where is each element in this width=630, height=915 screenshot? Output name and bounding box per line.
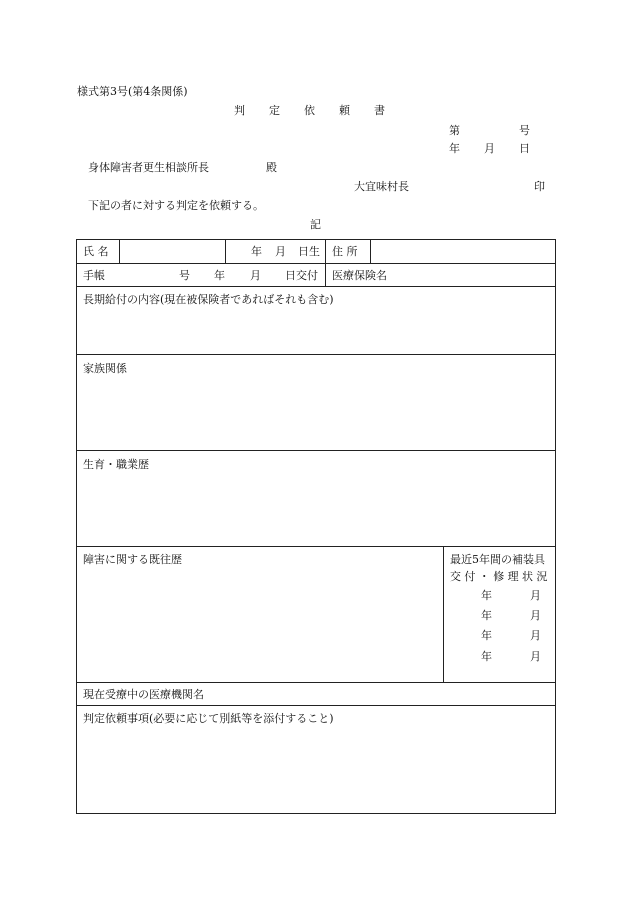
title-char: 書 bbox=[374, 104, 385, 117]
insurance-label: 医療保険名 bbox=[332, 269, 387, 282]
address-field[interactable] bbox=[370, 240, 555, 263]
long-term-benefit-label: 長期給付の内容(現在被保険者であればそれも含む) bbox=[83, 293, 334, 306]
row-techo bbox=[77, 264, 555, 287]
family-field[interactable] bbox=[77, 355, 555, 451]
device-header-line2: 交付・修理状況 bbox=[450, 570, 551, 583]
birth-day-label: 日生 bbox=[298, 245, 320, 258]
techo-year-label: 年 bbox=[214, 269, 225, 282]
device-year-4: 年 bbox=[481, 650, 492, 663]
disability-history-label: 障害に関する既往歴 bbox=[83, 553, 182, 566]
request-items-field[interactable] bbox=[77, 706, 555, 813]
name-field[interactable] bbox=[119, 240, 225, 263]
document-title bbox=[234, 105, 409, 116]
ki-heading: 記 bbox=[310, 218, 321, 231]
request-items-label: 判定依頼事項(必要に応じて別紙等を添付すること) bbox=[83, 712, 334, 725]
medical-institution-label: 現在受療中の医療機関名 bbox=[83, 688, 204, 701]
device-month-3: 月 bbox=[530, 629, 541, 642]
birth-month-label: 月 bbox=[275, 245, 286, 258]
number-go: 号 bbox=[519, 124, 530, 137]
date-day: 日 bbox=[519, 142, 530, 155]
device-status-field[interactable] bbox=[443, 547, 555, 682]
date-year: 年 bbox=[449, 142, 460, 155]
disability-history-field[interactable] bbox=[77, 547, 443, 682]
device-year-2: 年 bbox=[481, 609, 492, 622]
device-header-line1: 最近5年間の補装具 bbox=[450, 553, 545, 566]
upbringing-field[interactable] bbox=[77, 451, 555, 547]
long-term-benefit-field[interactable] bbox=[77, 287, 555, 355]
title-char: 頼 bbox=[339, 104, 350, 117]
date-month: 月 bbox=[484, 142, 495, 155]
address-label: 住 所 bbox=[332, 245, 358, 258]
techo-issued-label: 日交付 bbox=[285, 269, 318, 282]
intro-text: 下記の者に対する判定を依頼する。 bbox=[88, 199, 264, 212]
techo-month-label: 月 bbox=[250, 269, 261, 282]
address-label-cell bbox=[325, 240, 370, 263]
title-char: 依 bbox=[304, 104, 315, 117]
device-month-4: 月 bbox=[530, 650, 541, 663]
form-number: 様式第3号(第4条関係) bbox=[77, 85, 188, 98]
row-disability-history bbox=[77, 547, 555, 683]
family-label: 家族関係 bbox=[83, 362, 127, 375]
device-month-2: 月 bbox=[530, 609, 541, 622]
addressee: 身体障害者更生相談所長 bbox=[88, 161, 209, 174]
upbringing-label: 生育・職業歴 bbox=[83, 458, 149, 471]
techo-label: 手帳 bbox=[83, 269, 105, 282]
title-char: 定 bbox=[269, 104, 280, 117]
birth-date-field[interactable] bbox=[225, 240, 325, 263]
insurance-field[interactable] bbox=[325, 264, 555, 286]
addressee-suffix: 殿 bbox=[266, 161, 277, 174]
number-dai: 第 bbox=[449, 124, 460, 137]
title-char: 判 bbox=[234, 104, 245, 117]
device-year-1: 年 bbox=[481, 589, 492, 602]
techo-go-label: 号 bbox=[179, 269, 190, 282]
medical-institution-field[interactable] bbox=[77, 683, 555, 706]
requester: 大宜味村長 bbox=[354, 180, 409, 193]
device-month-1: 月 bbox=[530, 589, 541, 602]
birth-year-label: 年 bbox=[251, 245, 262, 258]
name-label: 氏 名 bbox=[83, 245, 109, 258]
device-year-3: 年 bbox=[481, 629, 492, 642]
request-form-table bbox=[76, 239, 556, 814]
row-name bbox=[77, 240, 555, 264]
seal-mark: 印 bbox=[534, 180, 545, 193]
